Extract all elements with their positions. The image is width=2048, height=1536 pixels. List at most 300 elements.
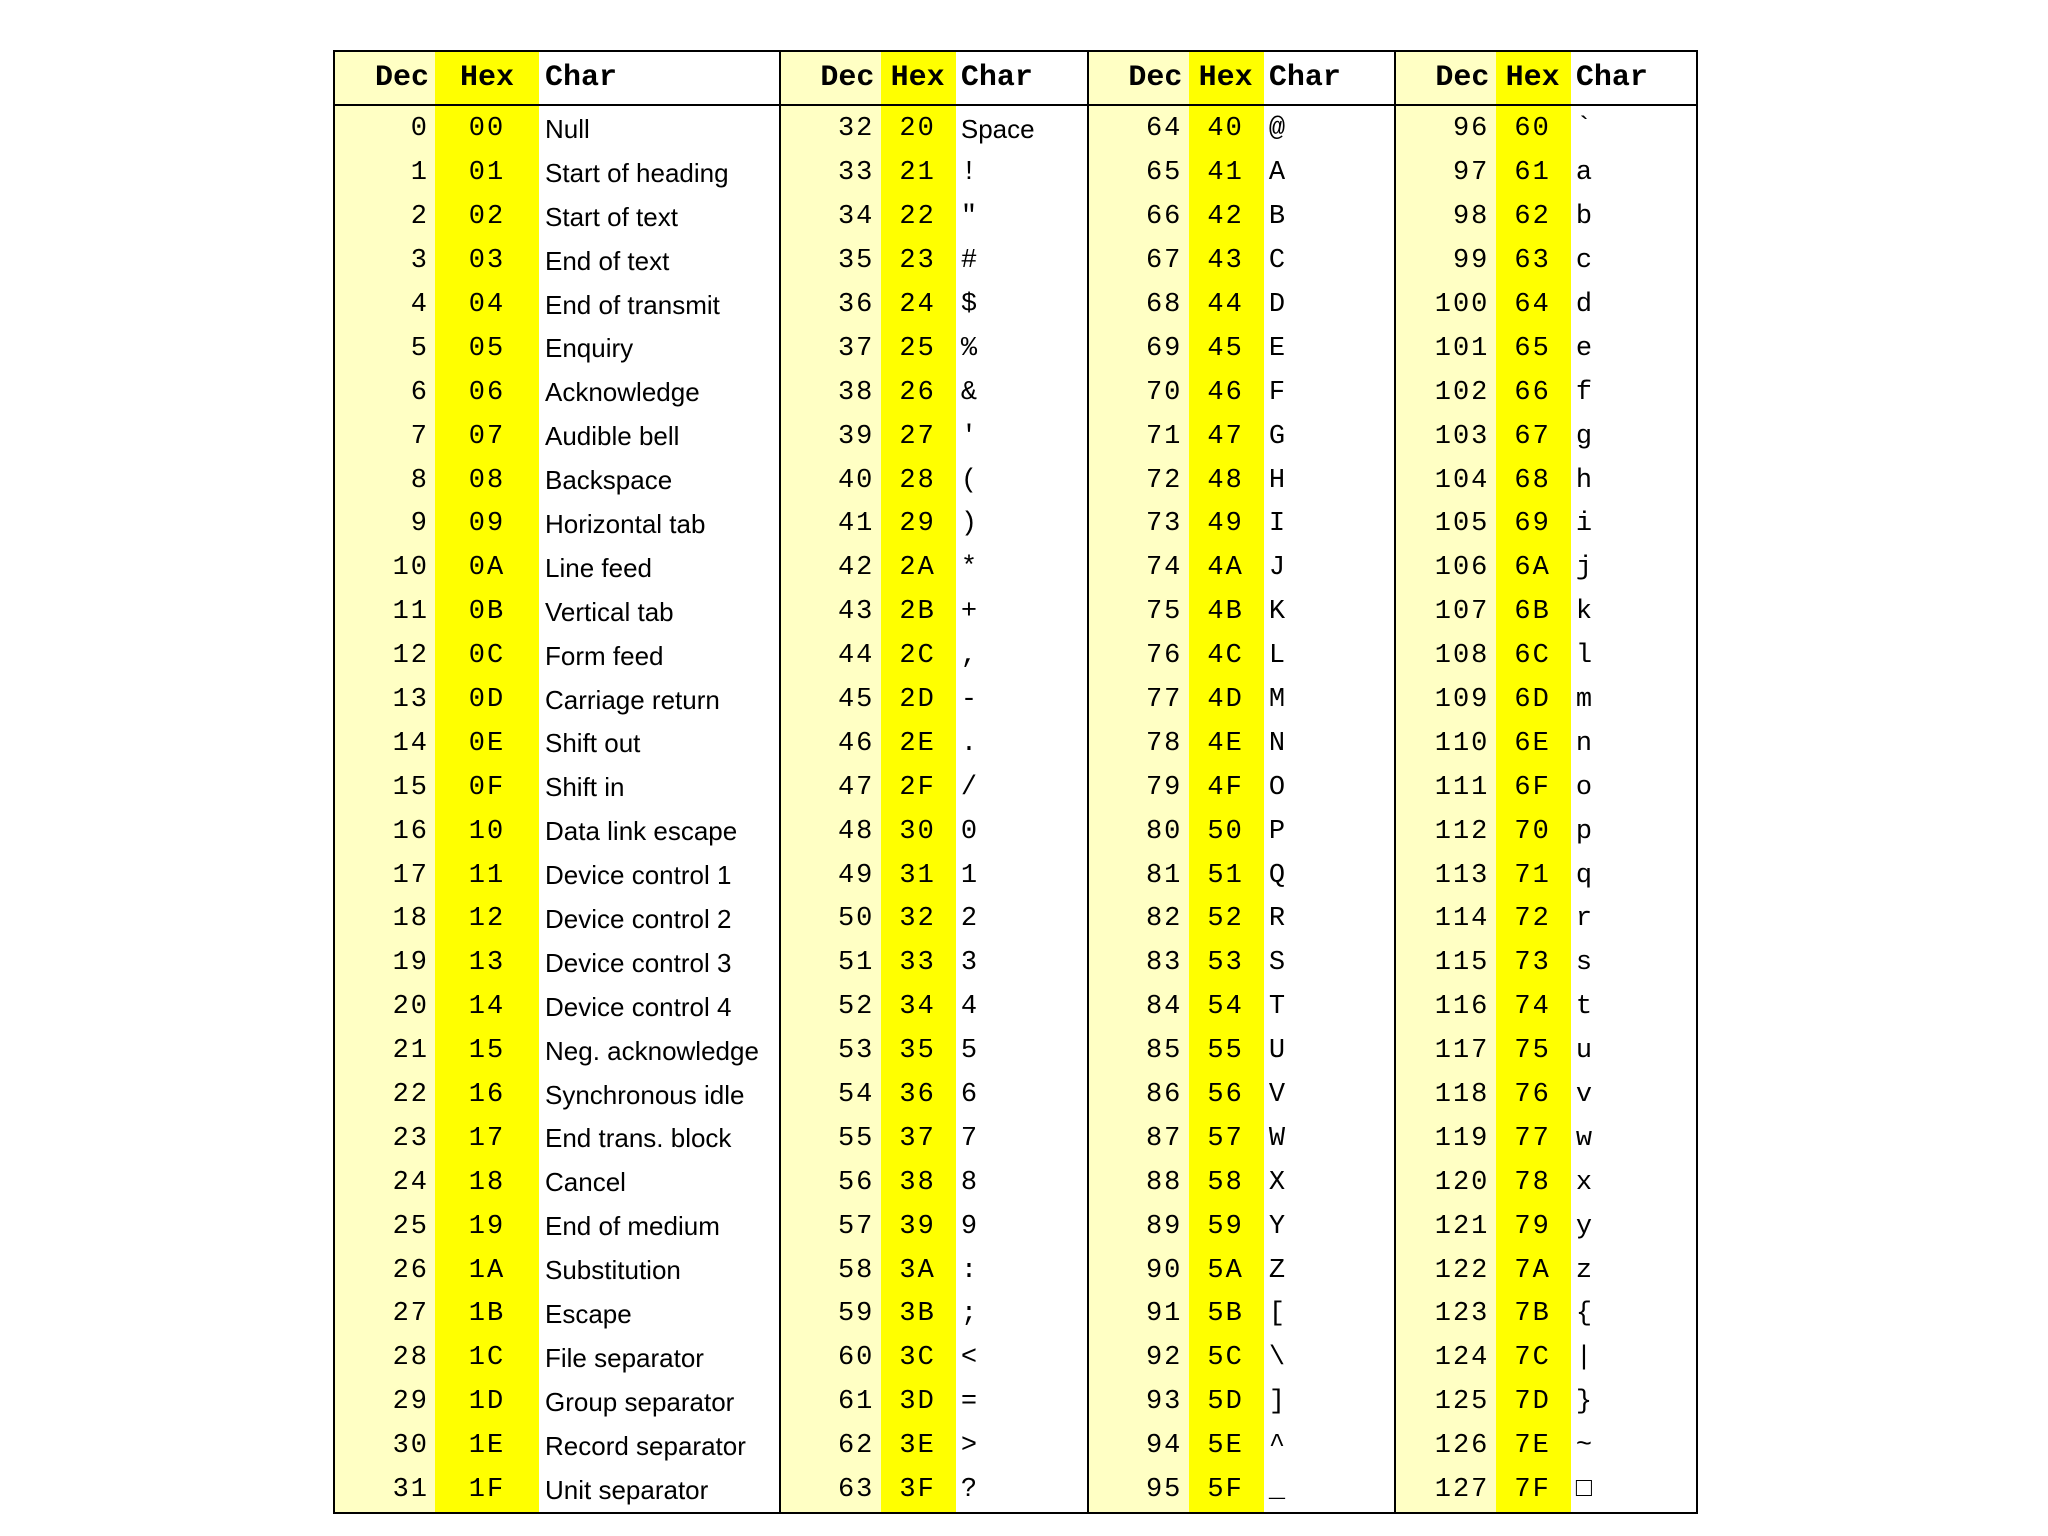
table-row [1089,1293,1394,1337]
char-cell: Unit separator [545,1474,709,1505]
table-row [781,1336,1087,1380]
char-cell: q [1575,860,1593,891]
char-cell: 6 [960,1080,978,1111]
dec-cell: 111 [1434,772,1490,803]
hex-cell: 36 [899,1080,936,1111]
dec-cell: 38 [837,377,875,408]
char-cell: t [1575,992,1593,1023]
dec-cell: 89 [1145,1211,1183,1242]
char-cell: P [1268,816,1286,847]
hex-cell: 74 [1514,992,1551,1023]
dec-cell: 35 [837,246,875,277]
table-row [1396,1249,1696,1293]
char-cell: Start of heading [545,157,729,188]
char-cell: | [1575,1343,1593,1374]
char-cell: I [1268,509,1286,540]
char-cell: [ [1268,1299,1286,1330]
table-row [1089,108,1394,152]
dec-cell: 65 [1145,158,1183,189]
hex-cell: 61 [1514,158,1551,189]
table-row [1089,371,1394,415]
char-cell: k [1575,597,1593,628]
char-cell: ! [960,158,978,189]
table-row [1089,678,1394,722]
table-row [781,1293,1087,1337]
dec-cell: 53 [837,1036,875,1067]
hex-cell: 62 [1514,202,1551,233]
hex-cell: 59 [1207,1211,1244,1242]
dec-cell: 95 [1145,1475,1183,1506]
dec-cell: 44 [837,641,875,672]
header-row [1396,52,1696,106]
hex-cell: 48 [1207,465,1244,496]
char-cell: File separator [545,1342,704,1373]
hex-cell: 6F [1514,772,1551,803]
table-row [335,1073,779,1117]
table-row [335,195,779,239]
char-cell: B [1268,202,1286,233]
char-cell: Backspace [545,465,673,496]
table-row [335,766,779,810]
dec-cell: 37 [837,333,875,364]
header-dec: Dec [820,60,875,95]
table-row [1089,722,1394,766]
dec-cell: 57 [837,1211,875,1242]
table-row [335,810,779,854]
char-cell: 5 [960,1036,978,1067]
dec-cell: 74 [1145,553,1183,584]
hex-cell: 6D [1514,685,1551,716]
char-cell: a [1575,158,1593,189]
table-row [1089,941,1394,985]
dec-cell: 94 [1145,1431,1183,1462]
table-row [781,1161,1087,1205]
dec-cell: 45 [837,685,875,716]
dec-cell: 104 [1434,465,1490,496]
dec-cell: 56 [837,1167,875,1198]
hex-cell: 64 [1514,290,1551,320]
dec-cell: 28 [392,1343,429,1374]
table-row [335,678,779,722]
hex-cell: 21 [899,158,936,189]
header-char: Char [1268,60,1341,95]
dec-cell: 60 [837,1343,875,1374]
dec-cell: 19 [392,948,429,979]
char-cell: 9 [960,1211,978,1242]
hex-cell: 0A [468,553,506,584]
hex-cell: 02 [468,202,506,233]
hex-cell: 56 [1207,1080,1244,1111]
table-row [781,766,1087,810]
hex-cell: 40 [1207,114,1244,145]
char-cell: % [960,333,978,364]
dec-cell: 117 [1434,1036,1490,1067]
dec-cell: 27 [392,1299,429,1330]
hex-cell: 0E [468,728,506,759]
dec-cell: 48 [837,816,875,847]
hex-cell: 45 [1207,333,1244,364]
table-row [1396,985,1696,1029]
hex-cell: 65 [1514,333,1551,364]
dec-cell: 90 [1145,1255,1183,1286]
char-cell: o [1575,772,1593,803]
hex-cell: 32 [899,904,936,935]
hex-cell: 14 [468,992,506,1023]
char-cell: ? [960,1475,978,1506]
table-row [781,1249,1087,1293]
char-cell: L [1268,641,1286,672]
table-row [781,195,1087,239]
table-body [1089,106,1394,1513]
table-row [335,854,779,898]
dec-cell: 18 [392,904,429,935]
dec-cell: 109 [1434,685,1490,716]
hex-cell: 7F [1514,1475,1551,1506]
dec-cell: 34 [837,202,875,233]
hex-cell: 3E [899,1431,936,1462]
table-row [1089,1424,1394,1468]
hex-cell: 69 [1514,509,1551,540]
table-row [1089,239,1394,283]
header-hex: Hex [459,60,514,95]
char-cell: H [1268,465,1286,496]
dec-cell: 106 [1434,553,1490,584]
dec-cell: 122 [1434,1255,1490,1286]
hex-cell: 2C [899,641,936,672]
hex-cell: 0C [468,641,506,672]
table-row [1396,898,1696,942]
table-row [335,1249,779,1293]
table-row [1396,195,1696,239]
char-cell: ; [960,1299,978,1330]
hex-cell: 5A [1207,1255,1244,1286]
char-cell: N [1268,728,1286,759]
char-cell: E [1268,333,1286,364]
hex-cell: 2F [899,772,936,803]
table-row [1396,151,1696,195]
char-cell: v [1575,1080,1593,1111]
dec-cell: 31 [392,1475,429,1506]
dec-cell: 20 [392,992,429,1023]
dec-cell: 68 [1145,290,1183,320]
char-cell: n [1575,728,1593,759]
ascii-block-32-63 [779,52,1087,1512]
hex-cell: 28 [899,465,936,496]
table-row [335,1117,779,1161]
table-row [1396,1117,1696,1161]
hex-cell: 41 [1207,158,1244,189]
dec-cell: 3 [410,246,429,277]
table-row [1089,1205,1394,1249]
table-row [1089,327,1394,371]
char-cell: & [960,377,978,408]
char-cell: O [1268,772,1286,803]
dec-cell: 78 [1145,728,1183,759]
hex-cell: 49 [1207,509,1244,540]
char-cell: Neg. acknowledge [545,1035,759,1066]
char-cell: W [1268,1123,1286,1154]
dec-cell: 91 [1145,1299,1183,1330]
table-row [781,634,1087,678]
table-row [335,1380,779,1424]
table-row [781,1117,1087,1161]
hex-cell: 7D [1514,1387,1551,1418]
hex-cell: 39 [899,1211,936,1242]
hex-cell: 51 [1207,860,1244,891]
char-cell: □ [1575,1475,1593,1506]
char-cell: / [960,772,978,803]
table-row [335,151,779,195]
char-cell: C [1268,246,1286,277]
hex-cell: 7E [1514,1431,1551,1462]
table-row [781,327,1087,371]
hex-cell: 1F [468,1475,506,1506]
header-char: Char [1575,60,1648,95]
table-row [1089,985,1394,1029]
hex-cell: 7C [1514,1343,1551,1374]
hex-cell: 73 [1514,948,1551,979]
char-cell: ] [1268,1387,1286,1418]
hex-cell: 3D [899,1387,936,1418]
table-row [1089,151,1394,195]
dec-cell: 85 [1145,1036,1183,1067]
table-row [335,371,779,415]
dec-cell: 14 [392,728,429,759]
char-cell: 4 [960,992,978,1023]
table-row [335,898,779,942]
table-row [781,810,1087,854]
hex-cell: 37 [899,1123,936,1154]
dec-cell: 116 [1434,992,1490,1023]
dec-cell: 8 [410,465,429,496]
table-row [1089,1380,1394,1424]
hex-cell: 10 [468,816,506,847]
char-cell: End of transmit [545,289,720,320]
dec-cell: 110 [1434,728,1490,759]
table-row [1396,941,1696,985]
table-row [1396,634,1696,678]
char-cell: K [1268,597,1286,628]
dec-cell: 98 [1452,202,1490,233]
hex-cell: 34 [899,992,936,1023]
hex-cell: 46 [1207,377,1244,408]
table-row [1396,766,1696,810]
hex-cell: 1A [468,1255,506,1286]
dec-cell: 1 [410,158,429,189]
hex-cell: 05 [468,333,506,364]
char-cell: D [1268,290,1286,320]
header-row [1089,52,1394,106]
char-cell: , [960,641,978,672]
hex-cell: 1E [468,1431,506,1462]
table-row [781,459,1087,503]
char-cell: # [960,246,978,277]
hex-cell: 6B [1514,597,1551,628]
hex-cell: 3F [899,1475,936,1506]
hex-cell: 31 [899,860,936,891]
table-row [781,1468,1087,1512]
char-cell: < [960,1343,978,1374]
dec-cell: 0 [410,114,429,145]
dec-cell: 79 [1145,772,1183,803]
table-row [781,151,1087,195]
dec-cell: 15 [392,772,429,803]
dec-cell: 47 [837,772,875,803]
dec-cell: 73 [1145,509,1183,540]
dec-cell: 7 [410,421,429,452]
table-row [1089,590,1394,634]
char-cell: M [1268,685,1286,716]
dec-cell: 101 [1434,333,1490,364]
char-cell: Device control 1 [545,860,732,891]
dec-cell: 63 [837,1475,875,1506]
hex-cell: 08 [468,465,506,496]
table-row [1396,1336,1696,1380]
dec-cell: 51 [837,948,875,979]
dec-cell: 97 [1452,158,1490,189]
table-row [781,239,1087,283]
char-cell: Escape [545,1298,632,1329]
dec-cell: 87 [1145,1123,1183,1154]
dec-cell: 82 [1145,904,1183,935]
hex-cell: 25 [899,333,936,364]
hex-cell: 42 [1207,202,1244,233]
char-cell: X [1268,1167,1286,1198]
dec-cell: 93 [1145,1387,1183,1418]
table-row [1089,283,1394,327]
hex-cell: 0B [468,597,506,628]
hex-cell: 01 [468,158,506,189]
char-cell: Acknowledge [545,377,700,408]
hex-cell: 53 [1207,948,1244,979]
dec-cell: 124 [1434,1343,1490,1374]
hex-cell: 54 [1207,992,1244,1023]
char-cell: = [960,1387,978,1418]
dec-cell: 54 [837,1080,875,1111]
hex-cell: 63 [1514,246,1551,277]
dec-cell: 58 [837,1255,875,1286]
table-row [1396,503,1696,547]
char-cell: T [1268,992,1286,1023]
dec-cell: 77 [1145,685,1183,716]
table-row [1396,1161,1696,1205]
char-cell: . [960,728,978,759]
char-cell: _ [1268,1475,1286,1506]
hex-cell: 57 [1207,1123,1244,1154]
char-cell: h [1575,465,1593,496]
char-cell: m [1575,685,1593,716]
dec-cell: 23 [392,1123,429,1154]
table-row [1396,459,1696,503]
char-cell: ( [960,465,978,496]
hex-cell: 60 [1514,114,1551,145]
dec-cell: 103 [1434,421,1490,452]
hex-cell: 4D [1207,685,1244,716]
hex-cell: 58 [1207,1167,1244,1198]
dec-cell: 123 [1434,1299,1490,1330]
table-row [781,415,1087,459]
table-body [1396,106,1696,1513]
dec-cell: 4 [410,290,429,320]
table-row [1396,722,1696,766]
dec-cell: 2 [410,202,429,233]
table-row [1089,1161,1394,1205]
hex-cell: 3B [899,1299,936,1330]
dec-cell: 127 [1434,1475,1490,1506]
dec-cell: 108 [1434,641,1490,672]
hex-cell: 72 [1514,904,1551,935]
dec-cell: 50 [837,904,875,935]
char-cell: Y [1268,1211,1286,1242]
dec-cell: 92 [1145,1343,1183,1374]
dec-cell: 88 [1145,1167,1183,1198]
char-cell: V [1268,1080,1286,1111]
hex-cell: 30 [899,816,936,847]
dec-cell: 49 [837,860,875,891]
dec-cell: 25 [392,1211,429,1242]
char-cell: { [1575,1299,1593,1330]
dec-cell: 120 [1434,1167,1490,1198]
dec-cell: 46 [837,728,875,759]
char-cell: 7 [960,1123,978,1154]
dec-cell: 13 [392,685,429,716]
dec-cell: 61 [837,1387,875,1418]
dec-cell: 102 [1434,377,1490,408]
char-cell: z [1575,1255,1593,1286]
hex-cell: 04 [468,290,506,320]
hex-cell: 43 [1207,246,1244,277]
table-row [1396,1293,1696,1337]
dec-cell: 76 [1145,641,1183,672]
dec-cell: 80 [1145,816,1183,847]
hex-cell: 70 [1514,816,1551,847]
ascii-table [333,50,1698,1514]
dec-cell: 113 [1434,860,1490,891]
table-row [1089,195,1394,239]
table-row [335,1424,779,1468]
hex-cell: 4F [1207,772,1244,803]
char-cell: Device control 3 [545,947,732,978]
hex-cell: 79 [1514,1211,1551,1242]
table-row [1396,546,1696,590]
table-row [335,941,779,985]
hex-cell: 66 [1514,377,1551,408]
table-row [781,985,1087,1029]
table-row [1396,108,1696,152]
dec-cell: 55 [837,1123,875,1154]
hex-cell: 20 [899,114,936,145]
char-cell: A [1268,158,1286,189]
header-hex: Hex [1198,60,1253,95]
table-row [1396,1380,1696,1424]
header-hex: Hex [1505,60,1560,95]
char-cell: > [960,1431,978,1462]
char-cell: e [1575,333,1593,364]
table-row [1089,1249,1394,1293]
table-row [1396,1468,1696,1512]
hex-cell: 3C [899,1343,936,1374]
table-row [335,1336,779,1380]
table-row [1396,239,1696,283]
dec-cell: 36 [837,290,875,320]
table-row [335,459,779,503]
char-cell: @ [1268,114,1286,145]
hex-cell: 5D [1207,1387,1244,1418]
char-cell: R [1268,904,1286,935]
hex-cell: 78 [1514,1167,1551,1198]
dec-cell: 125 [1434,1387,1490,1418]
hex-cell: 17 [468,1123,506,1154]
